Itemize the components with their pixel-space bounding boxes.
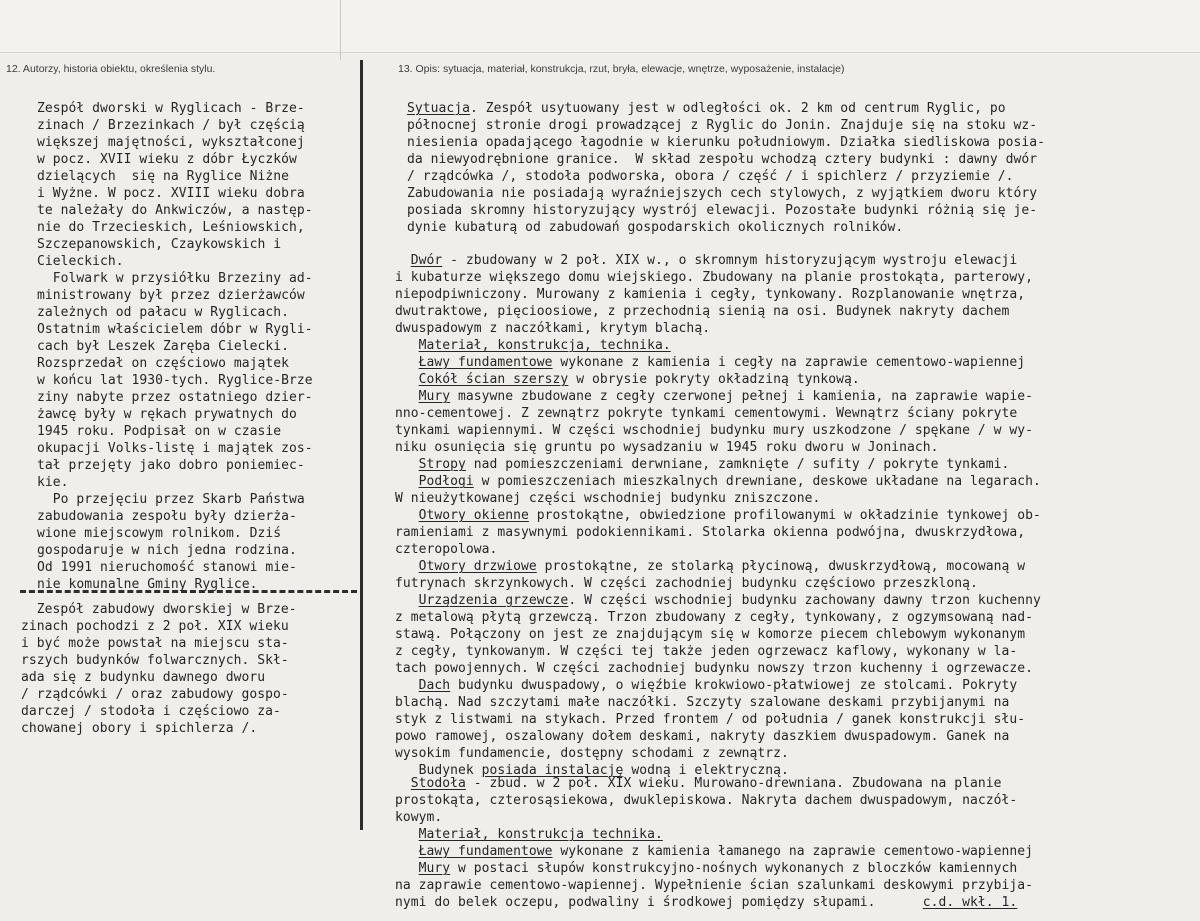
underlined-heading: Materiał, konstrukcja technika. — [418, 827, 663, 842]
text-line: cach był Leszek Zaręba Cielecki. — [37, 339, 290, 354]
text-line: W nieużytkowanej części wschodniej budynku zniszczone. — [395, 491, 821, 506]
paper-fold-line — [340, 0, 341, 60]
text-line: Otwory okienne prostokątne, obwiedzione profilowanymi w okładzinie tynkowej ob- — [418, 508, 1041, 523]
text-line: powo ramowej, oszalowany dołem deskami, nakryty daszkiem dwuspadowym. Ganek na — [395, 729, 1010, 744]
text-line: zinach / Brzezinkach / był częścią — [37, 118, 305, 133]
text-line: ministrowany był przez dzierżawców — [37, 288, 305, 303]
text-line: tynkami wapiennymi. W części wschodniej budynku mury uszkodzone / spękane / w wy- — [395, 423, 1034, 438]
text-line: Ławy fundamentowe wykonane z kamienia i cegły na zaprawie cementowo-wapiennej — [418, 355, 1026, 370]
text-line: z cegły, tynkowanym. W części tej także jeden ogrzewacz kaflowy, wykonany w la- — [395, 644, 1018, 659]
complex-origin-text-block — [21, 601, 297, 737]
text-line: i być może powstał na miejscu sta- — [21, 636, 289, 651]
underlined-heading: Urządzenia grzewcze — [418, 593, 569, 608]
text-line: Urządzenia grzewcze. W części wschodniej budynku zachowany dawny trzon kuchenny — [418, 593, 1041, 608]
underlined-heading: Materiał, konstrukcja, technika. — [418, 338, 671, 353]
text-line: ramieniami z masywnymi podokiennikami. Stolarka okienna podwójna, dwuskrzydłowa, — [395, 525, 1026, 540]
text-line: nie do Trzecieskich, Leśniowskich, — [37, 220, 305, 235]
text-line: i kubaturze większego domu wiejskiego. Zbudowany na planie prostokąta, parterowy, — [395, 270, 1034, 285]
text-line: dwuspadowym z naczółkami, krytym blachą. — [395, 321, 711, 336]
text-line: niku osunięcia się gruntu po wysadzaniu w 1945 roku dworu w Joninach. — [395, 440, 939, 455]
text-line: gospodaruje w nich jedna rodzina. — [37, 543, 297, 558]
text-line: posiada skromny historyzujący wystrój elewacji. Pozostałe budynki różnią się je- — [407, 203, 1038, 218]
text-line: Ławy fundamentowe wykonane z kamienia łamanego na zaprawie cementowo-wapiennej — [418, 844, 1034, 859]
underlined-heading: c.d. wkł. 1. — [922, 895, 1018, 910]
text-line: prostokąta, czterosąsiekowa, dwuklepiskowa. Nakryta dachem dwuspadowym, naczół- — [395, 793, 1018, 808]
text-line: Budynek posiada instalację wodną i elektryczną. — [395, 763, 789, 778]
text-line: futrynach skrzynkowych. W części zachodniej budynku częściowo przeszkloną. — [395, 576, 978, 591]
underlined-heading: Dach — [418, 678, 451, 693]
underlined-heading: Dwór — [410, 253, 443, 268]
text-line: te należały do Ankwiczów, a następ- — [37, 203, 313, 218]
underlined-heading: posiada instalację — [481, 763, 624, 778]
text-line: czteropolowa. — [395, 542, 498, 557]
text-line: ziny nabyte przez ostatniego dzier- — [37, 390, 313, 405]
text-line: Szczepanowskich, Czaykowskich i — [37, 237, 282, 252]
section-12-header: 12. Autorzy, historia obiektu, określenia stylu. — [6, 63, 216, 75]
underlined-heading: Stodoła — [410, 776, 466, 791]
text-line: w pocz. XVII wieku z dóbr Łyczków — [37, 152, 297, 167]
barn-description — [395, 775, 1033, 911]
column-divider — [360, 60, 363, 830]
text-line: / rządcówki / oraz zabudowy gospo- — [21, 687, 289, 702]
text-line: tał przejęty jako dobro poniemiec- — [37, 458, 305, 473]
underlined-heading: Cokół ścian szerszy — [418, 372, 569, 387]
underlined-heading: Otwory okienne — [418, 508, 529, 523]
text-line: Otwory drzwiowe prostokątne, ze stolarką płycinową, dwuskrzydłową, mocowaną w — [418, 559, 1026, 574]
paper-top-edge — [0, 0, 1200, 53]
text-line: Rozsprzedał on częściowo majątek — [37, 356, 290, 371]
text-line: na zaprawie cementowo-wapiennej. Wypełnienie ścian szalunkami deskowymi przybija- — [395, 878, 1034, 893]
history-text-block — [37, 100, 313, 593]
text-line: nymi do belek oczepu, podwaliny i środkowej pomiędzy słupami. c.d. wkł. 1. — [395, 895, 1018, 910]
text-line: Folwark w przysiółku Brzeziny ad- — [37, 271, 313, 286]
text-line: Mury masywne zbudowane z cegły czerwonej pełnej i kamienia, na zaprawie wapie- — [418, 389, 1034, 404]
manor-house-description — [395, 252, 1041, 779]
text-line: i Wyżne. W pocz. XVIII wieku dobra — [37, 186, 305, 201]
text-line: dwutraktowe, pięcioosiowe, z przechodnią sienią na osi. Budynek nakryty dachem — [395, 304, 1010, 319]
text-line: Stropy nad pomieszczeniami derwniane, zamknięte / sufity / pokryte tynkami. — [418, 457, 1010, 472]
text-line: Od 1991 nieruchomość stanowi mie- — [37, 560, 297, 575]
situation-text-block — [407, 100, 1045, 236]
text-line: zinach pochodzi z 2 poł. XIX wieku — [21, 619, 289, 634]
text-line: zależnych od pałacu w Ryglicach. — [37, 305, 290, 320]
text-line: kie. — [37, 475, 69, 490]
text-line: Po przejęciu przez Skarb Państwa — [37, 492, 305, 507]
text-line — [395, 826, 1033, 843]
text-line: / rządcówka /, stodoła podworska, obora / część / i spichlerz / przyziemie /. — [407, 169, 1014, 184]
underlined-heading: Otwory drzwiowe — [418, 559, 537, 574]
text-line: tach powojennych. W części zachodniej budynku nowszy trzon kuchenny i ogrzewacze. — [395, 661, 1034, 676]
text-line: Mury w postaci słupów konstrukcyjno-nośnych wykonanych z bloczków kamiennych — [418, 861, 1018, 876]
text-line: kowym. — [395, 810, 443, 825]
underlined-heading: Ławy fundamentowe — [418, 355, 553, 370]
text-line: ada się z budynku dawnego dworu — [21, 670, 266, 685]
text-line: Podłogi w pomieszczeniach mieszkalnych drewniane, deskowe układane na legarach. — [418, 474, 1041, 489]
text-line: Zespół dworski w Ryglicach - Brze- — [37, 101, 305, 116]
text-line: w końcu lat 1930-tych. Ryglice-Brze — [37, 373, 313, 388]
text-line: 1945 roku. Podpisał on w czasie — [37, 424, 282, 439]
text-line: dzielących się na Ryglice Niżne — [37, 169, 290, 184]
text-line: większej majętności, wykształconej — [37, 135, 305, 150]
text-line: niepodpiwniczony. Murowany z kamienia i cegły, tynkowany. Rozplanowanie wnętrza, — [395, 287, 1026, 302]
text-line: Stodoła - zbud. w 2 poł. XIX wieku. Murowano-drewniana. Zbudowana na planie — [410, 776, 1002, 791]
text-line: nno-cementowej. Z zewnątrz pokryte tynkami cementowymi. Wewnątrz ściany pokryte — [395, 406, 1018, 421]
text-line: darczej / stodoła i częściowo za- — [21, 704, 281, 719]
text-line: Dach budynku dwuspadowy, o więźbie krokwiowo-płatwiowej ze stolcami. Pokryty — [418, 678, 1018, 693]
text-line: żawcę były w rękach prywatnych do — [37, 407, 297, 422]
text-line — [395, 337, 1041, 354]
text-line: blachą. Nad szczytami małe naczółki. Szczyty szalowane deskami przybijanymi na — [395, 695, 1010, 710]
text-line: Dwór - zbudowany w 2 poł. XIX w., o skromnym historyzującym wystroju elewacji — [410, 253, 1018, 268]
text-line: północnej stronie drogi prowadzącej z Ryglic do Jonin. Znajduje się na stoku wz- — [407, 118, 1038, 133]
text-line: niesienia opadającego łagodnie w kierunku południowym. Działka siedliskowa posia- — [407, 135, 1046, 150]
text-line: chowanej obory i spichlerza /. — [21, 721, 258, 736]
underlined-heading: Ławy fundamentowe — [418, 844, 553, 859]
underlined-heading: Sytuacja — [407, 101, 471, 116]
text-line: wysokim fundamencie, dostępny schodami z zewnątrz. — [395, 746, 789, 761]
text-line: styk z listwami na stykach. Przed frontem / od południa / ganek konstrukcji słu- — [395, 712, 1026, 727]
text-line: wione miejscowym rolnikom. Dziś — [37, 526, 282, 541]
text-line: nie komunalne Gminy Ryglice. — [37, 577, 258, 592]
text-line: Cokół ścian szerszy w obrysie pokryty okładziną tynkową. — [418, 372, 860, 387]
underlined-heading: Stropy — [418, 457, 466, 472]
text-line: rszych budynków folwarcznych. Skł- — [21, 653, 289, 668]
text-line: Ostatnim właścicielem dóbr w Rygli- — [37, 322, 313, 337]
text-line: Zabudowania nie posiadają wyraźniejszych cech stylowych, z wyjątkiem dworu który — [407, 186, 1038, 201]
underlined-heading: Mury — [418, 861, 451, 876]
text-line: zabudowania zespołu były dzierża- — [37, 509, 297, 524]
text-line: z metalową płytą grzewczą. Trzon zbudowany z cegły, tynkowany, z ogzymsowaną nad- — [395, 610, 1034, 625]
text-line: Sytuacja. Zespół usytuowany jest w odległości ok. 2 km od centrum Ryglic, po — [407, 101, 1006, 116]
text-line: okupacji Volks-listę i majątek zos- — [37, 441, 313, 456]
underlined-heading: Mury — [418, 389, 451, 404]
text-line: dynie kubaturą od zabudowań gospodarskich okolicznych rolników. — [407, 220, 904, 235]
text-line: da niewyodrębnione granice. W skład zespołu wchodzą cztery budynki : dawny dwór — [407, 152, 1038, 167]
section-13-header: 13. Opis: sytuacja, materiał, konstrukcja, rzut, bryła, elewacje, wnętrze, wyposażenie, instalacje) — [398, 63, 845, 75]
dashed-separator — [20, 590, 357, 593]
underlined-heading: Podłogi — [418, 474, 474, 489]
text-line: Zespół zabudowy dworskiej w Brze- — [21, 602, 297, 617]
text-line: Cieleckich. — [37, 254, 124, 269]
text-line: stawą. Połączony on jest ze znajdującym się w komorze piecem chlebowym wykonanym — [395, 627, 1026, 642]
